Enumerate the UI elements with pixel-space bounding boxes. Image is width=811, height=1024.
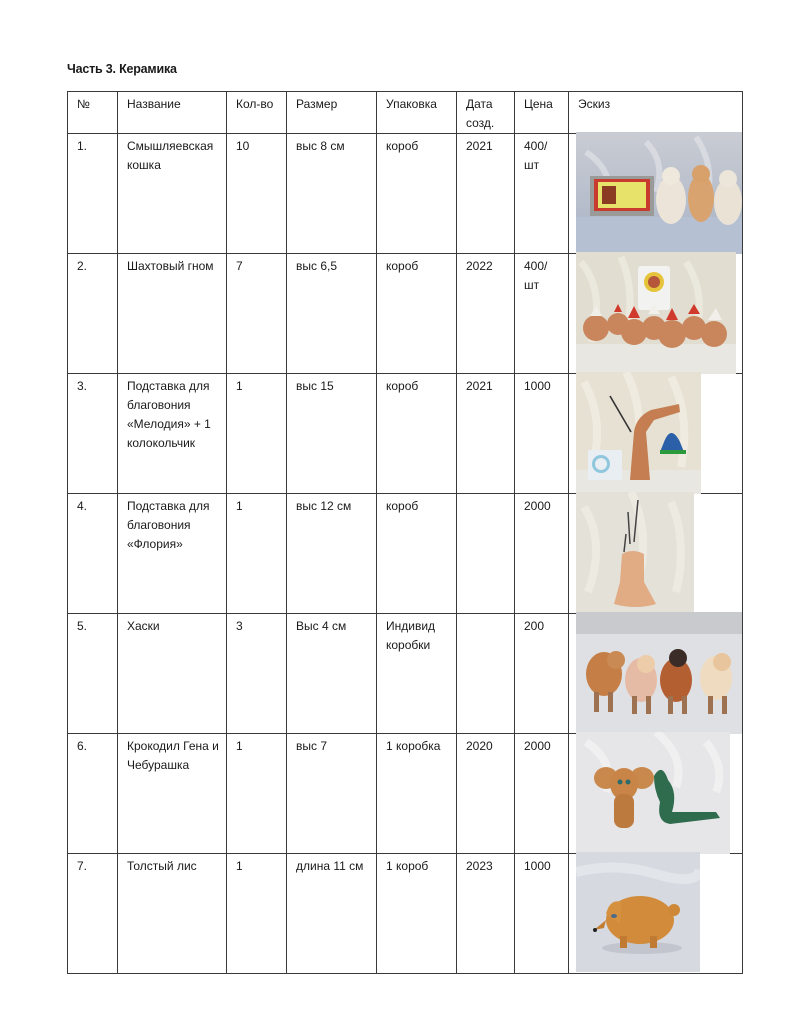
cat-figurines-photo	[576, 132, 742, 254]
cell-packaging: Индивид коробки	[377, 614, 457, 734]
cell-size: Выс 4 см	[287, 614, 377, 734]
header-number: №	[68, 92, 118, 134]
section-title: Часть 3. Керамика	[67, 62, 177, 76]
cell-price: 1000	[515, 374, 569, 494]
cell-name: Хаски	[118, 614, 227, 734]
cell-date	[457, 494, 515, 614]
cell-size: выс 15	[287, 374, 377, 494]
table-row	[68, 854, 743, 974]
gena-cheburashka-photo	[576, 732, 730, 854]
cell-size: выс 7	[287, 734, 377, 854]
header-date: Дата созд.	[457, 92, 515, 134]
cell-number: 5.	[68, 614, 118, 734]
cell-number: 3.	[68, 374, 118, 494]
header-packaging: Упаковка	[377, 92, 457, 134]
cell-quantity: 7	[227, 254, 287, 374]
cell-packaging: короб	[377, 374, 457, 494]
cell-date: 2023	[457, 854, 515, 974]
cell-size: выс 12 см	[287, 494, 377, 614]
cell-date	[457, 614, 515, 734]
cell-sketch	[569, 134, 743, 254]
cell-number: 6.	[68, 734, 118, 854]
cell-name: Смышляевская кошка	[118, 134, 227, 254]
cell-quantity: 3	[227, 614, 287, 734]
header-price: Цена	[515, 92, 569, 134]
cell-size: длина 11 см	[287, 854, 377, 974]
incense-stand-bell-photo	[576, 372, 701, 494]
cell-price: 1000	[515, 854, 569, 974]
table-row	[68, 614, 743, 734]
header-size: Размер	[287, 92, 377, 134]
cell-packaging: короб	[377, 134, 457, 254]
cell-date: 2020	[457, 734, 515, 854]
cell-packaging: короб	[377, 254, 457, 374]
cell-sketch	[569, 614, 743, 734]
cell-number: 1.	[68, 134, 118, 254]
husky-figurines-photo	[576, 612, 742, 734]
incense-stand-photo	[576, 492, 694, 614]
cell-name: Подставка для благовония «Мелодия» + 1 колокольчик	[118, 374, 227, 494]
cell-name: Шахтовый гном	[118, 254, 227, 374]
cell-packaging: короб	[377, 494, 457, 614]
table-row	[68, 734, 743, 854]
table-row	[68, 374, 743, 494]
cell-name: Крокодил Гена и Чебурашка	[118, 734, 227, 854]
cell-packaging: 1 коробка	[377, 734, 457, 854]
cell-number: 2.	[68, 254, 118, 374]
gnome-figurines-photo	[576, 252, 736, 374]
header-name: Название	[118, 92, 227, 134]
cell-sketch	[569, 734, 743, 854]
cell-name: Подставка для благовония «Флория»	[118, 494, 227, 614]
cell-sketch	[569, 374, 743, 494]
table-header-row	[68, 92, 743, 134]
cell-sketch	[569, 494, 743, 614]
cell-size: выс 8 см	[287, 134, 377, 254]
cell-quantity: 10	[227, 134, 287, 254]
cell-sketch	[569, 254, 743, 374]
cell-number: 7.	[68, 854, 118, 974]
cell-quantity: 1	[227, 494, 287, 614]
cell-date: 2021	[457, 134, 515, 254]
table-row	[68, 254, 743, 374]
cell-price: 400/ шт	[515, 254, 569, 374]
header-sketch: Эскиз	[569, 92, 743, 134]
cell-number: 4.	[68, 494, 118, 614]
table-row	[68, 134, 743, 254]
cell-packaging: 1 короб	[377, 854, 457, 974]
table-row	[68, 494, 743, 614]
cell-quantity: 1	[227, 734, 287, 854]
cell-price: 200	[515, 614, 569, 734]
cell-date: 2021	[457, 374, 515, 494]
cell-size: выс 6,5	[287, 254, 377, 374]
cell-sketch	[569, 854, 743, 974]
cell-quantity: 1	[227, 854, 287, 974]
header-quantity: Кол-во	[227, 92, 287, 134]
cell-date: 2022	[457, 254, 515, 374]
fat-fox-photo	[576, 852, 700, 972]
cell-quantity: 1	[227, 374, 287, 494]
cell-price: 2000	[515, 494, 569, 614]
cell-price: 400/ шт	[515, 134, 569, 254]
cell-price: 2000	[515, 734, 569, 854]
ceramics-table	[67, 91, 743, 974]
cell-name: Толстый лис	[118, 854, 227, 974]
